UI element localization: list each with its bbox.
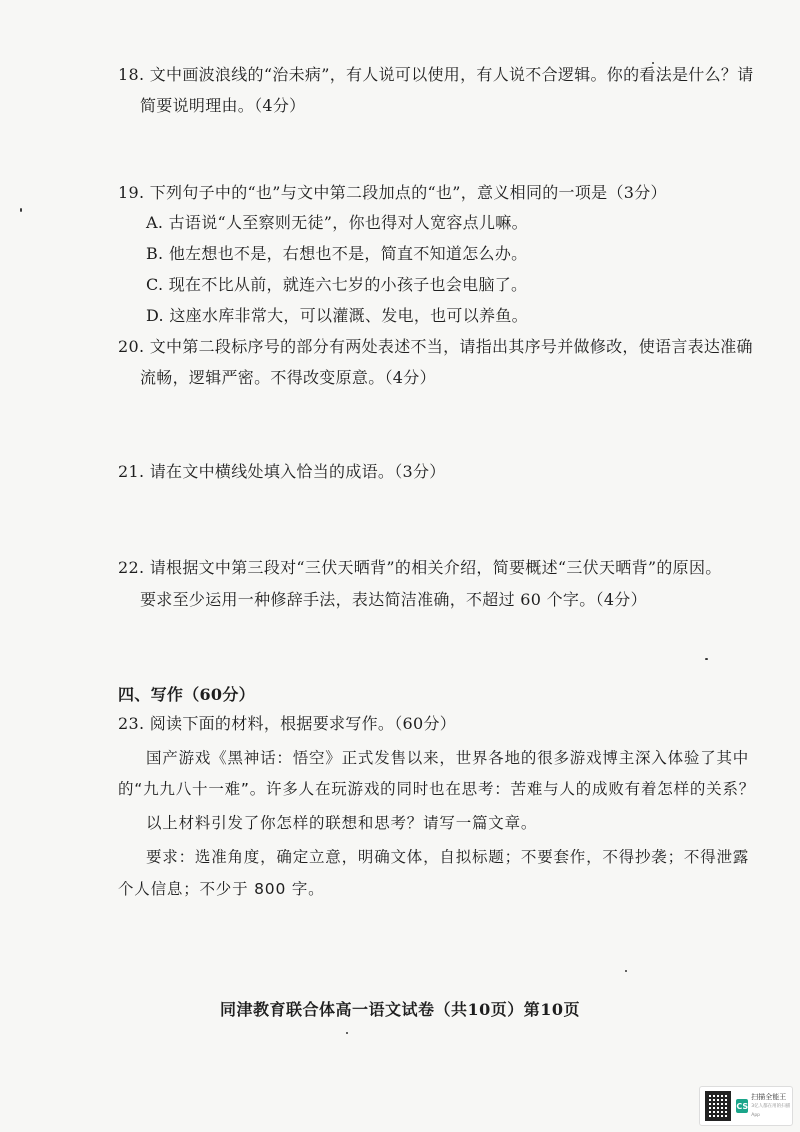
requirements-line2: 个人信息；不少于 800 字。 <box>118 880 325 898</box>
q20-line2: 流畅，逻辑严密。不得改变原意。（4分） <box>140 368 436 387</box>
q19-option-d: D. 这座水库非常大，可以灌溉、发电，也可以养鱼。 <box>146 306 528 325</box>
scan-speck <box>705 658 708 660</box>
q19-option-a: A. 古语说“人至察则无徒”，你也得对人宽容点儿嘛。 <box>146 213 528 232</box>
requirements-line1: 要求：选准角度，确定立意，明确文体，自拟标题；不要套作，不得抄袭；不得泄露 <box>146 848 750 866</box>
scanner-watermark-badge <box>699 1086 793 1126</box>
q19-stem: 19. 下列句子中的“也”与文中第二段加点的“也”，意义相同的一项是（3分） <box>118 183 667 202</box>
scanner-badge-subtitle: 3亿人都在用的扫描App <box>751 1103 791 1118</box>
q18-line1: 18. 文中画波浪线的“治未病”，有人说可以使用，有人说不合逻辑。你的看法是什么？请 <box>118 65 754 84</box>
page-footer: 同津教育联合体高一语文试卷（共10页）第10页 <box>219 1000 581 1019</box>
q21-line1: 21. 请在文中横线处填入恰当的成语。（3分） <box>118 462 446 481</box>
q23-stem: 23. 阅读下面的材料，根据要求写作。（60分） <box>118 714 457 733</box>
material-para2: 以上材料引发了你怎样的联想和思考？请写一篇文章。 <box>146 814 538 832</box>
q19-option-c: C. 现在不比从前，就连六七岁的小孩子也会电脑了。 <box>146 275 528 294</box>
qr-code-icon <box>705 1091 731 1121</box>
q22-line1: 22. 请根据文中第三段对“三伏天晒背”的相关介绍，简要概述“三伏天晒背”的原因。 <box>118 558 722 577</box>
section-title-writing: 四、写作（60分） <box>118 685 255 704</box>
q18-line2: 简要说明理由。（4分） <box>140 96 306 115</box>
scan-speck <box>625 970 627 972</box>
material-para1-line2: 的“九九八十一难”。许多人在玩游戏的同时也在思考：苦难与人的成败有着怎样的关系？ <box>118 780 756 798</box>
material-para1-line1: 国产游戏《黑神话：悟空》正式发售以来，世界各地的很多游戏博主深入体验了其中 <box>146 749 750 767</box>
q19-option-b: B. 他左想也不是，右想也不是，简直不知道怎么办。 <box>146 244 528 263</box>
scanner-badge-text <box>751 1093 792 1120</box>
scan-speck <box>652 62 654 64</box>
q22-line2: 要求至少运用一种修辞手法，表达简洁准确，不超过 60 个字。（4分） <box>140 590 647 609</box>
scanner-badge-title: 扫描全能王 <box>751 1092 787 1101</box>
scan-speck <box>346 1032 348 1034</box>
cs-logo-icon: CS <box>736 1099 748 1113</box>
q20-line1: 20. 文中第二段标序号的部分有两处表述不当，请指出其序号并做修改，使语言表达准确 <box>118 337 753 356</box>
scan-speck <box>20 208 22 212</box>
